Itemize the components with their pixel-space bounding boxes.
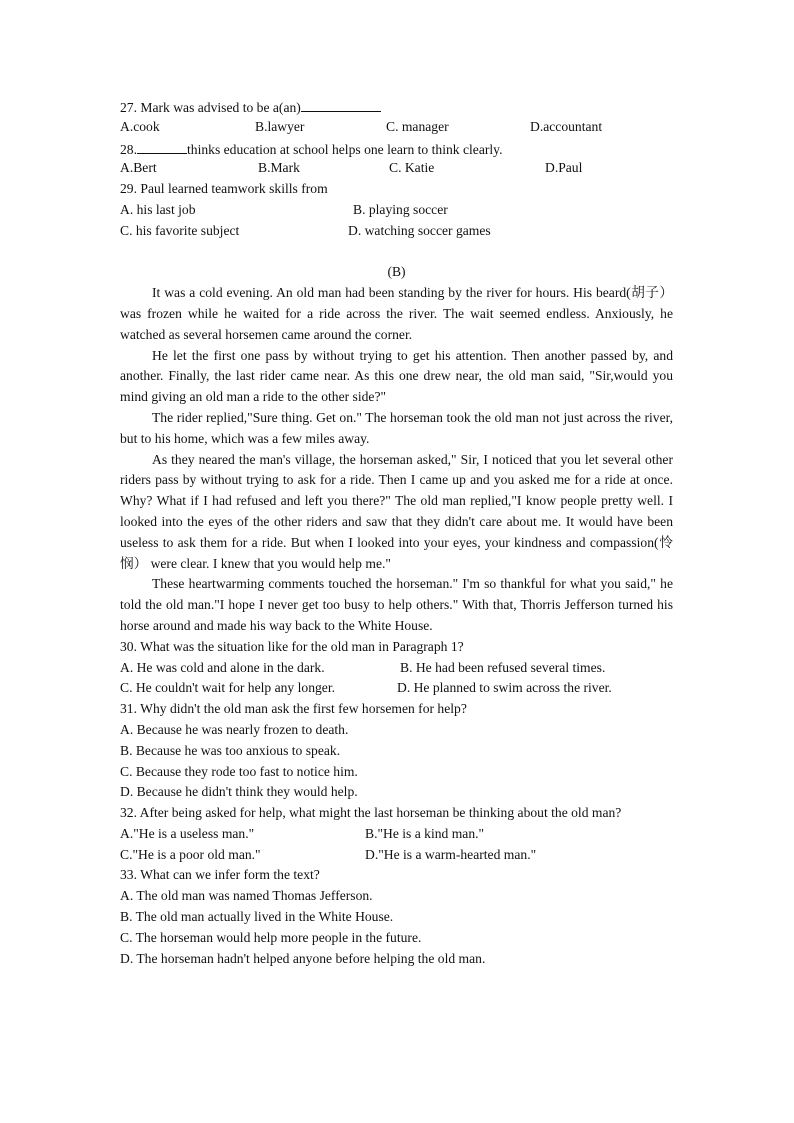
question-27-text: 27. Mark was advised to be a(an)	[120, 100, 301, 115]
option-a: A."He is a useless man."	[120, 825, 255, 841]
section-heading: (B)	[387, 264, 406, 280]
question-30-options-row2	[120, 678, 673, 699]
option-c: C. his favorite subject	[120, 222, 240, 238]
question-29-options-row2	[120, 221, 673, 242]
question-27-stem	[120, 96, 673, 117]
passage-paragraph-3: The rider replied,"Sure thing. Get on." The horseman took the old man not just across the river, but to his home, which was a few miles away.	[120, 409, 673, 446]
question-29-options-row1	[120, 200, 673, 221]
option-b: B. playing soccer	[353, 201, 448, 217]
option-b: B.Mark	[258, 160, 300, 176]
option-d: D. The horseman hadn't helped anyone before helping the old man.	[120, 950, 486, 966]
option-d: D. He planned to swim across the river.	[397, 680, 612, 696]
option-a: A. The old man was named Thomas Jefferson.	[120, 888, 373, 904]
option-a: A. his last job	[120, 201, 196, 217]
answer-blank	[301, 96, 381, 112]
option-a: A. He was cold and alone in the dark.	[120, 659, 325, 675]
question-32-stem: 32. After being asked for help, what might the last horseman be thinking about the old man?	[120, 805, 622, 821]
option-c: C. manager	[386, 118, 449, 134]
question-32-options-row2	[120, 845, 673, 866]
question-28-text: thinks education at school helps one learn to think clearly.	[187, 141, 503, 157]
exam-page	[120, 96, 673, 969]
passage-paragraph-1: It was a cold evening. An old man had been standing by the river for hours. His beard(胡子） was frozen while he waited for a ride across the river. The wait seemed endless. Anxiously, he watched as several horsemen came around the corner.	[120, 285, 673, 342]
option-c: C. Because they rode too fast to notice him.	[120, 763, 358, 779]
question-31-stem: 31. Why didn't the old man ask the first few horsemen for help?	[120, 701, 467, 717]
option-d: D.accountant	[530, 118, 603, 134]
question-32-options-row1	[120, 824, 673, 845]
option-d: D.Paul	[545, 160, 583, 176]
option-d: D. Because he didn't think they would help.	[120, 784, 358, 800]
question-30-options-row1	[120, 658, 673, 679]
option-b: B."He is a kind man."	[365, 825, 485, 841]
option-c: C."He is a poor old man."	[120, 846, 261, 862]
question-27-options	[120, 117, 673, 138]
option-a: A.cook	[120, 118, 160, 134]
option-a: A.Bert	[120, 160, 157, 176]
question-33-stem: 33. What can we infer form the text?	[120, 867, 320, 883]
answer-blank	[137, 138, 187, 154]
option-b: B. The old man actually lived in the White House.	[120, 909, 394, 925]
question-28-number: 28.	[120, 141, 137, 157]
option-d: D."He is a warm-hearted man."	[365, 846, 537, 862]
question-29-stem: 29. Paul learned teamwork skills from	[120, 181, 328, 197]
option-b: B.lawyer	[255, 118, 305, 134]
question-30-stem: 30. What was the situation like for the old man in Paragraph 1?	[120, 638, 464, 654]
passage-paragraph-5: These heartwarming comments touched the horseman." I'm so thankful for what you said," he told the old man."I hope I never get too busy to help others." With that, Thorris Jefferson turned his horse around and made his way back to the White House.	[120, 576, 673, 633]
option-c: C. Katie	[389, 160, 435, 176]
option-c: C. He couldn't wait for help any longer.	[120, 680, 335, 696]
spacer	[120, 242, 673, 263]
option-d: D. watching soccer games	[348, 222, 491, 238]
option-b: B. Because he was too anxious to speak.	[120, 742, 341, 758]
option-c: C. The horseman would help more people in the future.	[120, 929, 422, 945]
option-b: B. He had been refused several times.	[400, 659, 606, 675]
question-28-options	[120, 158, 673, 179]
passage-paragraph-4: As they neared the man's village, the horseman asked," Sir, I noticed that you let several other riders pass by without trying to ask for a ride. Then I came up and you asked me for a ride at once. Why? What if I had refused and left you there?" The old man replied,"I know people pretty well. I looked into the eyes of the other riders and saw that they didn't care about me. It would have been useless to ask them for a ride. But when I looked into your eyes, your kindness and compassion(怜悯） were clear. I knew that you would help me."	[120, 451, 673, 571]
question-28-stem	[120, 138, 673, 159]
passage-paragraph-2: He let the first one pass by without trying to get his attention. Then another passed by, and another. Finally, the last rider came near. As this one drew near, the old man said, "Sir,would you mind giving an old man a ride to the other side?"	[120, 347, 673, 405]
option-a: A. Because he was nearly frozen to death.	[120, 721, 349, 737]
